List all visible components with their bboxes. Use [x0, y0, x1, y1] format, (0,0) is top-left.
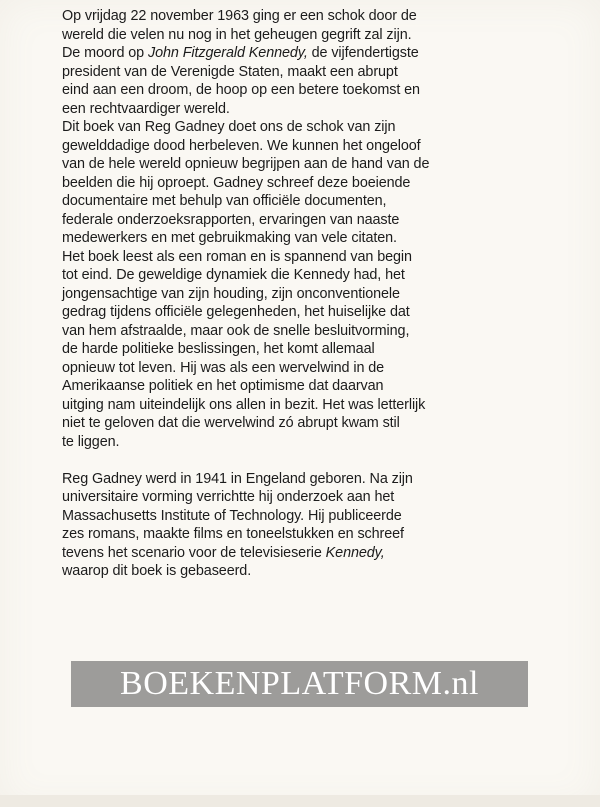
- blurb-text: [62, 7, 442, 581]
- text-line: een rechtvaardiger wereld.: [62, 100, 230, 117]
- text-line: zes romans, maakte films en toneelstukken en schreef: [62, 526, 404, 542]
- text-line: Dit boek van Reg Gadney doet ons de schok van zijn: [62, 119, 396, 135]
- italic-title: Kennedy,: [325, 544, 385, 561]
- text-line: documentaire met behulp van officiële documenten,: [62, 193, 387, 209]
- text-line: Het boek leest als een roman en is spannend van begin: [62, 248, 412, 265]
- text-line: Amerikaanse politiek en het optimisme dat daarvan: [62, 378, 384, 394]
- text-line: niet te geloven dat die wervelwind zó abrupt kwam stil: [62, 415, 400, 431]
- text-line: federale onderzoeksrapporten, ervaringen van naaste: [62, 211, 400, 228]
- text-line: Massachusetts Institute of Technology. Hij publiceerde: [62, 507, 402, 524]
- text-line: [62, 544, 442, 563]
- text-run: de vijfendertigste: [307, 45, 419, 61]
- paragraph-description: [62, 7, 442, 451]
- text-line: universitaire vorming verrichtte hij onderzoek aan het: [62, 489, 395, 505]
- paragraph-author-bio: [62, 470, 442, 581]
- text-line: gewelddadige dood herbeleven. We kunnen het ongeloof: [62, 137, 421, 154]
- text-line: [62, 44, 442, 63]
- text-run: De moord op: [62, 45, 148, 61]
- text-line: van hem afstraalde, maar ook de snelle besluitvorming,: [62, 322, 410, 339]
- text-line: de harde politieke beslissingen, het komt allemaal: [62, 341, 375, 357]
- text-line: jongensachtige van zijn houding, zijn onconventionele: [62, 285, 400, 302]
- text-line: opnieuw tot leven. Hij was als een wervelwind in de: [62, 359, 385, 376]
- watermark-banner: [71, 661, 528, 707]
- italic-name: John Fitzgerald Kennedy,: [148, 45, 308, 61]
- text-line: eind aan een droom, de hoop op een betere toekomst en: [62, 82, 420, 98]
- text-line: medewerkers en met gebruikmaking van vele citaten.: [62, 230, 397, 246]
- text-line: waarop dit boek is gebaseerd.: [62, 563, 252, 579]
- text-line: tot eind. De geweldige dynamiek die Kennedy had, het: [62, 267, 405, 283]
- text-line: van de hele wereld opnieuw begrijpen aan de hand van de: [62, 156, 430, 172]
- watermark-text: BOEKENPLATFORM.nl: [120, 665, 479, 702]
- text-line: wereld die velen nu nog in het geheugen gegrift zal zijn.: [62, 26, 412, 43]
- text-line: uitging nam uiteindelijk ons allen in bezit. Het was letterlijk: [62, 396, 426, 413]
- text-line: president van de Verenigde Staten, maakt een abrupt: [62, 63, 398, 80]
- text-line: Op vrijdag 22 november 1963 ging er een schok door de: [62, 8, 417, 24]
- paragraph-spacer: [62, 451, 442, 470]
- text-line: gedrag tijdens officiële gelegenheden, het huiselijke dat: [62, 304, 410, 320]
- text-run: tevens het scenario voor de televisieserie: [62, 544, 326, 561]
- text-line: beelden die hij oproept. Gadney schreef deze boeiende: [62, 174, 411, 191]
- text-line: Reg Gadney werd in 1941 in Engeland geboren. Na zijn: [62, 470, 413, 487]
- text-line: te liggen.: [62, 433, 120, 450]
